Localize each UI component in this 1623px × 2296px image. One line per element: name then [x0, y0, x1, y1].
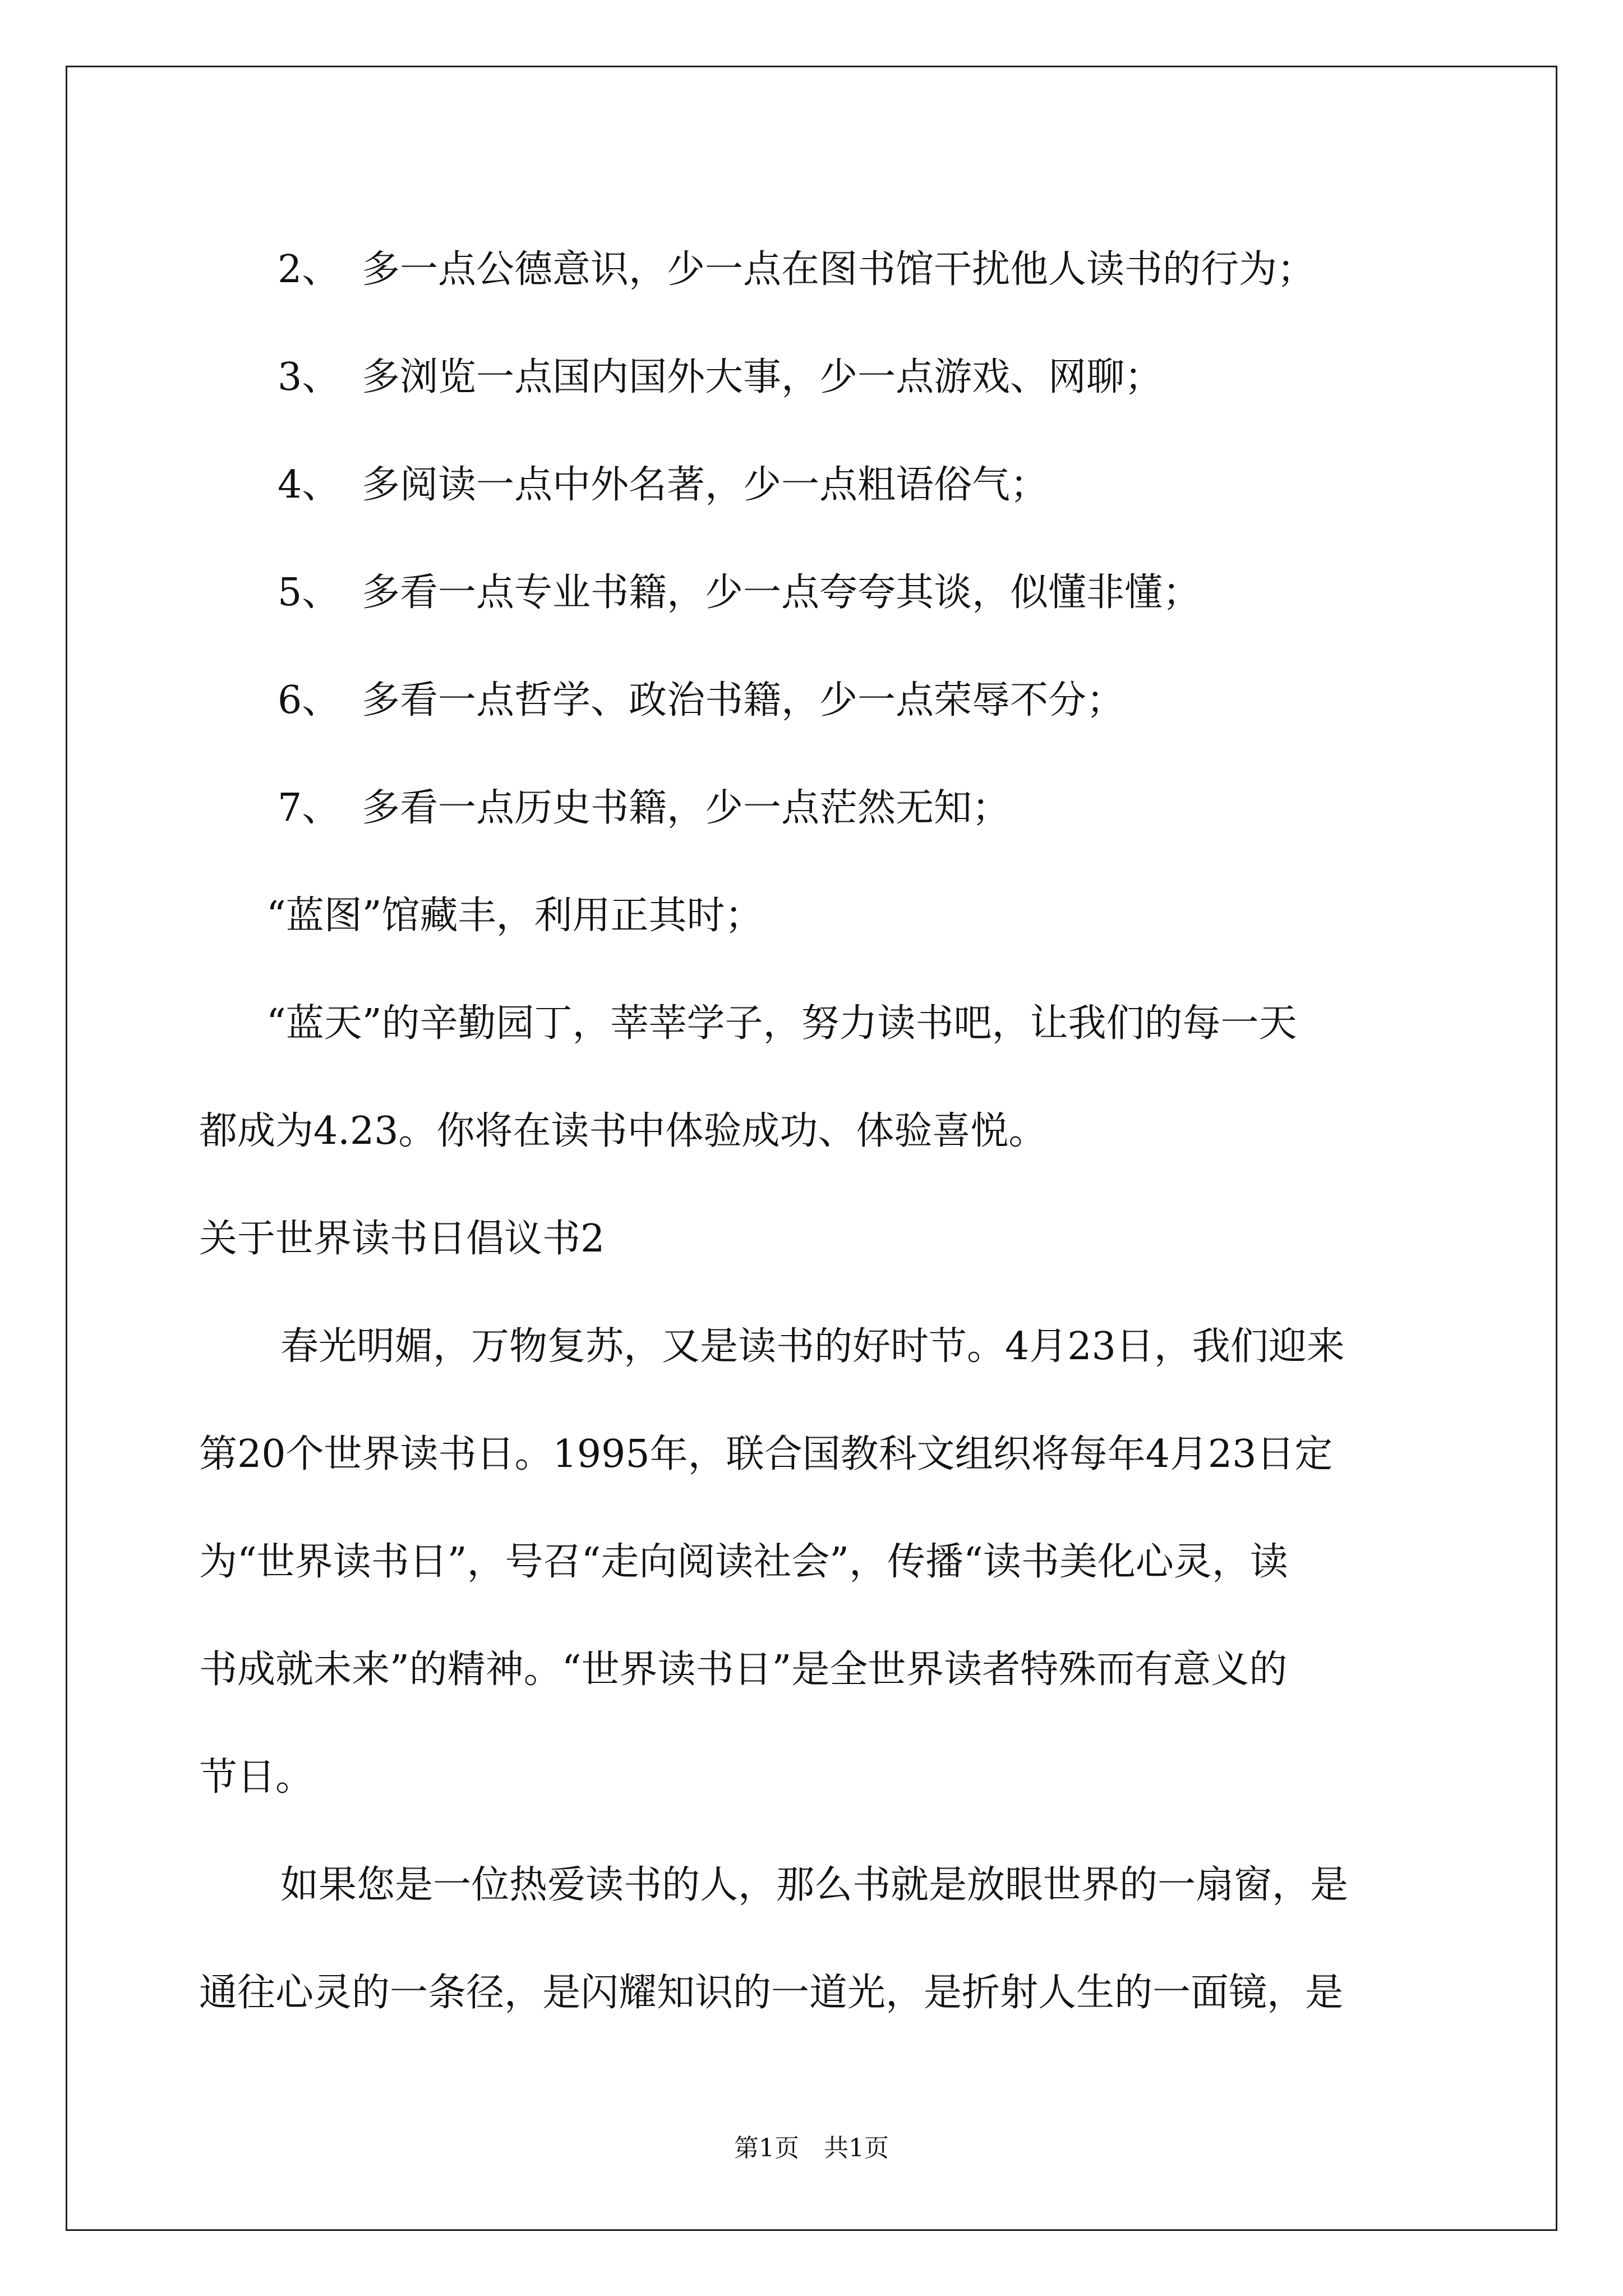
list-item-number: 6、 [278, 678, 340, 723]
page-footer: 第1页 共1页 [734, 2134, 889, 2162]
list-item-text: 多阅读一点中外名著，少一点粗语俗气； [362, 463, 1049, 507]
list-item-text: 多浏览一点国内国外大事，少一点游戏、网聊； [362, 355, 1163, 399]
paragraph-line: “蓝天”的辛勤园丁，莘莘学子，努力读书吧，让我们的每一天 [266, 1001, 1297, 1046]
paragraph-line: 为“世界读书日”，号召“走向阅读社会”，传播“读书美化心灵，读 [199, 1540, 1288, 1584]
list-item [199, 754, 1433, 862]
list-item-number: 5、 [278, 570, 340, 615]
paragraph-line: 都成为4.23。你将在读书中体验成功、体验喜悦。 [199, 1109, 1047, 1153]
list-item-text: 多一点公德意识，少一点在图书馆干扰他人读书的行为； [362, 247, 1316, 292]
list-item-text: 多看一点哲学、政治书籍，少一点荣辱不分； [362, 678, 1125, 723]
paragraph-line: 书成就未来”的精神。“世界读书日”是全世界读者特殊而有意义的 [199, 1648, 1288, 1692]
section-heading: 关于世界读书日倡议书2 [199, 1217, 605, 1261]
list-item-text: 多看一点历史书籍，少一点茫然无知； [362, 786, 1011, 830]
paragraph-line: 第20个世界读书日。1995年，联合国教科文组织将每年4月23日定 [199, 1432, 1333, 1476]
list-item-number: 2、 [278, 247, 340, 292]
list-item [199, 216, 1433, 324]
list-item-number: 3、 [278, 355, 340, 399]
list-item-number: 4、 [278, 463, 340, 507]
list-item [199, 647, 1433, 754]
list-item-number: 7、 [278, 786, 340, 830]
list-item [199, 539, 1433, 647]
list-item-text: 多看一点专业书籍，少一点夸夸其谈，似懂非懂； [362, 570, 1201, 615]
slogan-line: “蓝图”馆藏丰，利用正其时； [266, 894, 763, 938]
list-item [199, 324, 1433, 431]
paragraph-line: 节日。 [199, 1755, 314, 1800]
list-item [199, 431, 1433, 539]
paragraph-line: 如果您是一位热爱读书的人，那么书就是放眼世界的一扇窗，是 [280, 1863, 1349, 1907]
paragraph-line: 通往心灵的一条径，是闪耀知识的一道光，是折射人生的一面镜，是 [199, 1971, 1344, 2015]
paragraph-line: 春光明媚，万物复苏，又是读书的好时节。4月23日，我们迎来 [280, 1324, 1345, 1369]
document-body [199, 216, 1433, 2047]
